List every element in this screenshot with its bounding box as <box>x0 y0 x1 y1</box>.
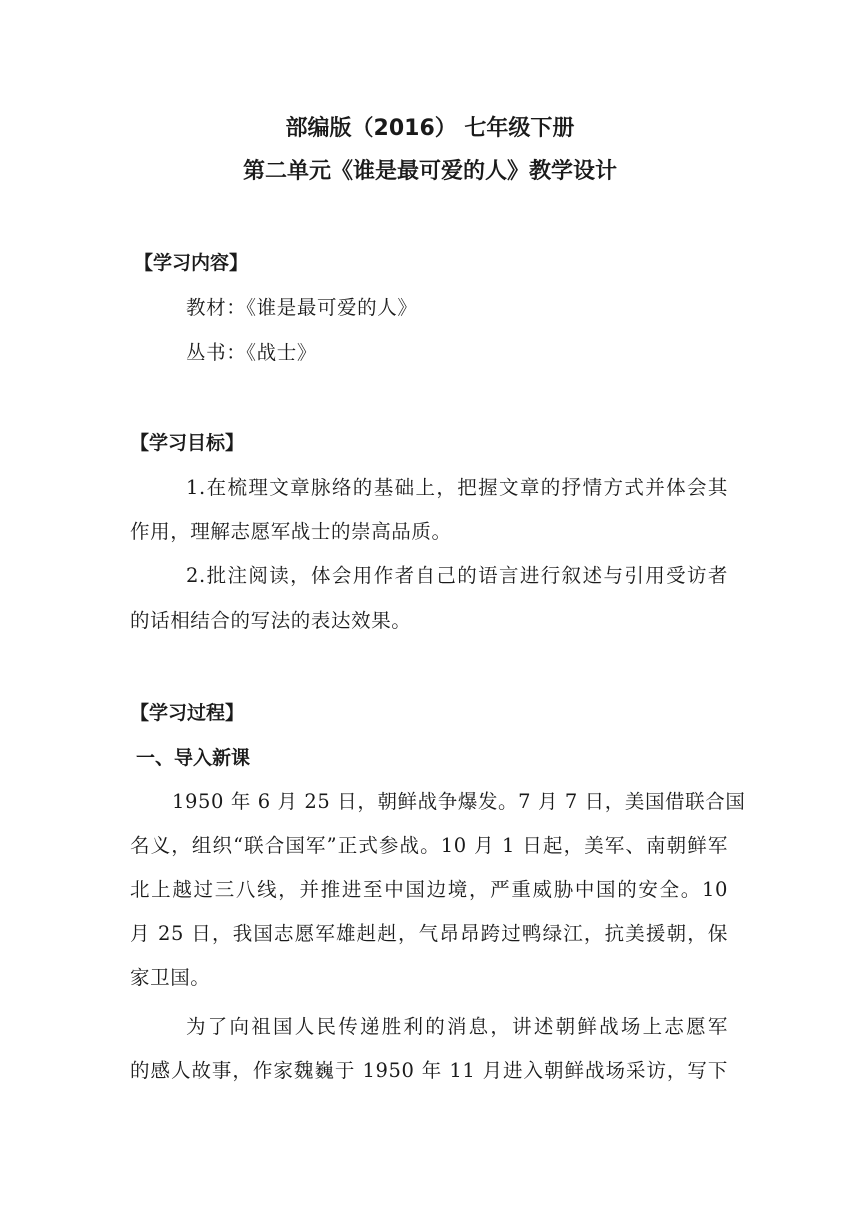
goal-1-line-2: 作用，理解志愿军战士的崇高品质。 <box>130 520 452 543</box>
paragraph-1-line: 1950 年 6 月 25 日，朝鲜战争爆发。7 月 7 日，美国借联合国 <box>172 790 746 813</box>
paragraph-1-line: 家卫国。 <box>130 966 211 989</box>
paragraph-2-line: 的感人故事，作家魏巍于 1950 年 11 月进入朝鲜战场采访，写下 <box>130 1059 728 1082</box>
title-line-1: 部编版（2016） 七年级下册 <box>285 116 575 141</box>
textbook-line: 教材：《谁是最可爱的人》 <box>186 296 418 319</box>
paragraph-1-line: 北上越过三八线，并推进至中国边境，严重威胁中国的安全。10 <box>130 878 728 901</box>
paragraph-1-line: 名义，组织“联合国军”正式参战。10 月 1 日起，美军、南朝鲜军 <box>130 834 728 857</box>
goal-2-line-2: 的话相结合的写法的表达效果。 <box>130 609 412 632</box>
paragraph-2-line: 为了向祖国人民传递胜利的消息，讲述朝鲜战场上志愿军 <box>186 1015 728 1038</box>
series-line: 丛书：《战士》 <box>186 341 317 364</box>
section-heading-content: 【学习内容】 <box>134 252 249 274</box>
section-heading-process: 【学习过程】 <box>130 702 245 724</box>
paragraph-1-line: 月 25 日，我国志愿军雄赳赳，气昂昂跨过鸭绿江，抗美援朝，保 <box>130 922 728 945</box>
subheading-intro: 一、导入新课 <box>136 747 251 769</box>
goal-1-line-1: 1.在梳理文章脉络的基础上，把握文章的抒情方式并体会其 <box>186 476 728 499</box>
title-line-2: 第二单元《谁是最可爱的人》教学设计 <box>242 159 617 184</box>
goal-2-line-1: 2.批注阅读，体会用作者自己的语言进行叙述与引用受访者 <box>186 564 728 587</box>
section-heading-goals: 【学习目标】 <box>130 432 245 454</box>
